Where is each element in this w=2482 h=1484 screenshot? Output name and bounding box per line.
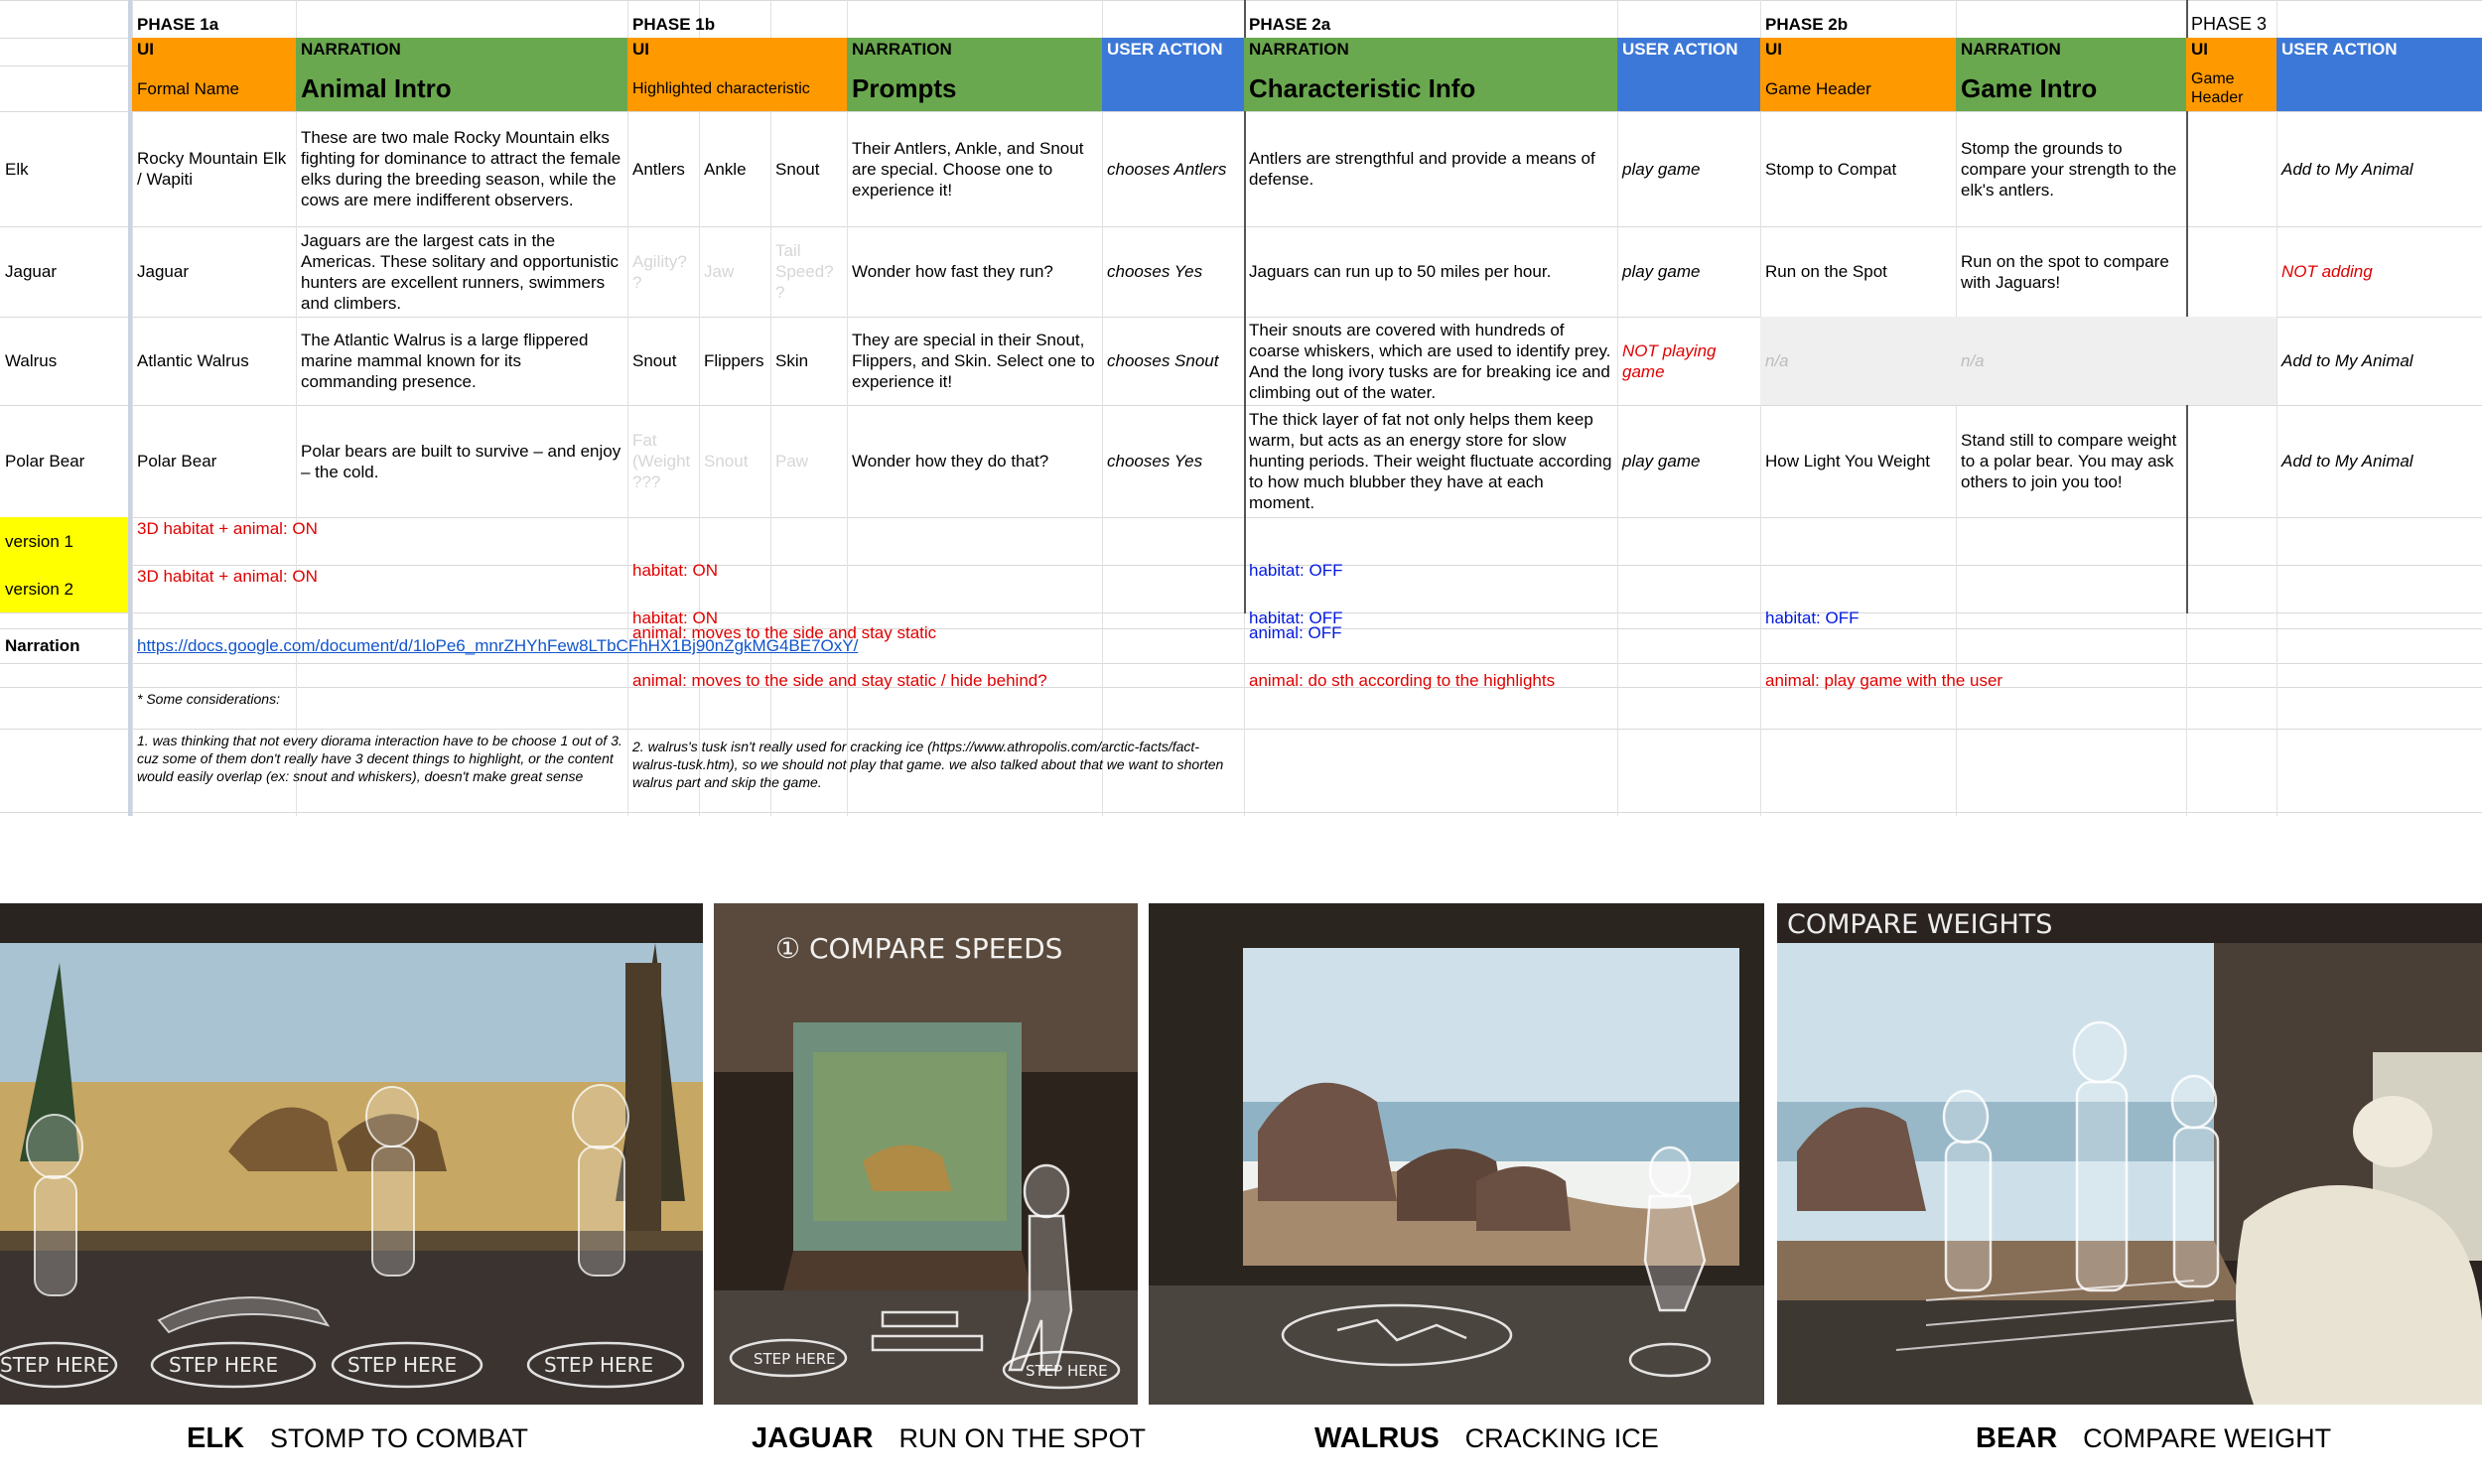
- characteristic-1-polar-bear[interactable]: Fat (Weight ???: [632, 431, 695, 491]
- version-2-habitat-2b: habitat: OFF: [1765, 608, 1860, 627]
- characteristic-3-jaguar[interactable]: Tail Speed? ?: [775, 241, 839, 302]
- caption-jaguar-name: JAGUAR: [752, 1422, 874, 1454]
- animal-intro-elk[interactable]: These are two male Rocky Mountain elks fighting for dominance to attract the female elks during the breeding season, while the cows are mere indifferent observers.: [301, 128, 625, 209]
- game-header-p3-walrus[interactable]: [2186, 317, 2276, 405]
- header-characteristic-info[interactable]: Characteristic Info: [1244, 66, 1617, 111]
- phase-1a-label[interactable]: PHASE 1a: [137, 14, 219, 34]
- walrus-concept-image: [1149, 903, 1764, 1405]
- header-user-action-2a[interactable]: USER ACTION: [1617, 38, 1760, 66]
- concept-image-strip: [0, 903, 2482, 1405]
- version-2-habitat-1b: habitat: ON: [632, 608, 718, 627]
- header-game-header-p3[interactable]: Game Header: [2186, 66, 2276, 111]
- user-action-2a-walrus[interactable]: NOT playing game: [1622, 340, 1722, 381]
- caption-walrus-name: WALRUS: [1314, 1422, 1440, 1454]
- prompt-elk[interactable]: Their Antlers, Ankle, and Snout are special. Choose one to experience it!: [852, 138, 1089, 200]
- user-action-3-elk[interactable]: Add to My Animal: [2281, 159, 2413, 179]
- caption-jaguar: [752, 1421, 1146, 1455]
- jaguar-concept-image: [714, 903, 1138, 1405]
- user-action-2a-elk[interactable]: play game: [1622, 159, 1701, 179]
- considerations-title[interactable]: * Some considerations:: [137, 691, 280, 707]
- elk-step-here-1: STEP HERE: [0, 1353, 110, 1377]
- characteristic-2-polar-bear[interactable]: Snout: [704, 452, 749, 471]
- caption-jaguar-game: RUN ON THE SPOT: [898, 1423, 1146, 1453]
- version-1-phase-1a[interactable]: 3D habitat + animal: ON: [137, 519, 318, 538]
- formal-name-elk[interactable]: Rocky Mountain Elk / Wapiti: [137, 149, 291, 189]
- header-blue-blank-3[interactable]: [2276, 66, 2482, 111]
- version-1-habitat-1b: habitat: ON: [632, 561, 718, 580]
- header-highlighted-characteristic[interactable]: Highlighted characteristic: [627, 66, 847, 111]
- characteristic-info-elk[interactable]: Antlers are strengthful and provide a means of defense.: [1249, 149, 1600, 189]
- row-label-polar-bear[interactable]: Polar Bear: [5, 452, 85, 471]
- phase-1b-label[interactable]: PHASE 1b: [632, 14, 716, 34]
- phase-2b-label[interactable]: PHASE 2b: [1765, 14, 1849, 34]
- version-2-phase-1b[interactable]: [627, 565, 1244, 690]
- caption-bear-name: BEAR: [1976, 1422, 2058, 1454]
- characteristic-1-elk[interactable]: Antlers: [632, 159, 685, 179]
- row-label-jaguar[interactable]: Jaguar: [5, 262, 57, 281]
- prompt-walrus[interactable]: They are special in their Snout, Flippers, and Skin. Select one to experience it!: [852, 331, 1100, 391]
- game-intro-polar-bear[interactable]: Stand still to compare weight to a polar bear. You may ask others to join you too!: [1961, 431, 2182, 491]
- version-1-animal-2a: animal: OFF: [1249, 623, 1342, 642]
- compare-speeds-text: ① COMPARE SPEEDS: [775, 932, 1063, 965]
- animal-intro-jaguar[interactable]: Jaguars are the largest cats in the Americas. These solitary and opportunistic hunters are excellent runners, swimmers and climbers.: [301, 230, 623, 313]
- game-header-polar-bear[interactable]: How Light You Weight: [1765, 452, 1931, 471]
- narration-doc-link[interactable]: https://docs.google.com/document/d/1loPe6_mnrZHYhFew8LTbCFhHX1Bj90nZgkMG4BE7OxY/: [137, 636, 859, 655]
- elk-step-here-4: STEP HERE: [544, 1353, 654, 1377]
- prompt-polar-bear[interactable]: Wonder how they do that?: [852, 452, 1049, 471]
- characteristic-2-walrus[interactable]: Flippers: [704, 351, 764, 370]
- header-ui-2b[interactable]: UI: [1760, 38, 1956, 66]
- version-2-animal-2b: animal: play game with the user: [1765, 671, 2003, 690]
- row-label-elk[interactable]: Elk: [5, 159, 29, 179]
- formal-name-jaguar[interactable]: Jaguar: [137, 262, 189, 281]
- prompt-jaguar[interactable]: Wonder how fast they run?: [852, 262, 1053, 281]
- version-2-phase-2b[interactable]: [1760, 565, 2276, 690]
- caption-elk-game: STOMP TO COMBAT: [270, 1423, 529, 1453]
- characteristic-info-jaguar[interactable]: Jaguars can run up to 50 miles per hour.: [1249, 262, 1552, 281]
- game-intro-walrus[interactable]: n/a: [1956, 317, 2186, 405]
- version-1-habitat-2a: habitat: OFF: [1249, 561, 1343, 580]
- characteristic-3-elk[interactable]: Snout: [775, 159, 820, 179]
- game-intro-elk[interactable]: Stomp the grounds to compare your strength to the elk's antlers.: [1961, 138, 2182, 200]
- user-action-3-jaguar[interactable]: NOT adding: [2281, 262, 2373, 281]
- user-action-1b-elk[interactable]: chooses Antlers: [1107, 159, 1227, 179]
- game-header-walrus[interactable]: n/a: [1760, 317, 1956, 405]
- header-narration-1b[interactable]: NARRATION: [847, 38, 1102, 66]
- caption-walrus-game: CRACKING ICE: [1464, 1423, 1659, 1453]
- header-game-header[interactable]: Game Header: [1760, 66, 1956, 111]
- header-animal-intro[interactable]: Animal Intro: [296, 66, 627, 111]
- caption-walrus: [1314, 1421, 1659, 1455]
- characteristic-2-jaguar[interactable]: Jaw: [704, 262, 735, 281]
- version-2-phase-1a[interactable]: 3D habitat + animal: ON: [137, 567, 318, 586]
- version-1-animal-1b: animal: moves to the side and stay static: [632, 623, 937, 642]
- header-user-action-3[interactable]: USER ACTION: [2276, 38, 2482, 66]
- version-1-phase-2a[interactable]: [1244, 517, 1760, 642]
- user-action-1b-jaguar[interactable]: chooses Yes: [1107, 262, 1203, 281]
- user-action-3-polar-bear[interactable]: Add to My Animal: [2281, 452, 2413, 471]
- characteristic-1-walrus[interactable]: Snout: [632, 351, 677, 370]
- user-action-2a-polar-bear[interactable]: play game: [1622, 452, 1701, 471]
- characteristic-info-polar-bear[interactable]: The thick layer of fat not only helps them keep warm, but acts as an energy store for slow hunting periods. Their weight fluctuate according to how much blubber they have at each moment.: [1249, 410, 1617, 512]
- header-narration-2b[interactable]: NARRATION: [1956, 38, 2186, 66]
- header-narration-2a[interactable]: NARRATION: [1244, 38, 1617, 66]
- animal-intro-walrus[interactable]: The Atlantic Walrus is a large flippered marine mammal known for its commanding presence.: [301, 331, 594, 391]
- header-ui-1b[interactable]: UI: [627, 38, 847, 66]
- elk-step-here-2: STEP HERE: [169, 1353, 279, 1377]
- consideration-note-2[interactable]: 2. walrus's tusk isn't really used for cracking ice (https://www.athropolis.com/arctic-facts/fact-walrus-tusk.htm), so we should not play that game. we also talked about that we want to shorten walrus part and skip the game.: [632, 739, 1228, 790]
- game-header-jaguar[interactable]: Run on the Spot: [1765, 262, 1887, 281]
- version-2-habitat-2a: habitat: OFF: [1249, 608, 1343, 627]
- version-1-phase-1b[interactable]: [627, 517, 1244, 642]
- elk-step-here-3: STEP HERE: [347, 1353, 458, 1377]
- characteristic-1-jaguar[interactable]: Agility? ?: [632, 251, 692, 292]
- jaguar-step-here-2: STEP HERE: [1026, 1362, 1108, 1380]
- header-game-intro[interactable]: Game Intro: [1956, 66, 2186, 111]
- header-narration-1a[interactable]: NARRATION: [296, 38, 627, 66]
- caption-elk: [187, 1421, 528, 1455]
- phase-3-label[interactable]: PHASE 3: [2191, 13, 2268, 34]
- compare-weights-text: COMPARE WEIGHTS: [1787, 909, 2053, 940]
- characteristic-3-walrus[interactable]: Skin: [775, 351, 809, 370]
- header-ui-1a[interactable]: UI: [132, 38, 296, 66]
- caption-bear-game: COMPARE WEIGHT: [2083, 1423, 2332, 1453]
- caption-elk-name: ELK: [187, 1422, 244, 1454]
- header-blue-blank-2a[interactable]: [1617, 66, 1760, 111]
- version-2-animal-2a: animal: do sth according to the highlights: [1249, 671, 1556, 690]
- header-blue-blank-1b[interactable]: [1102, 66, 1244, 111]
- user-action-1b-polar-bear[interactable]: chooses Yes: [1107, 452, 1203, 471]
- user-action-2a-jaguar[interactable]: play game: [1622, 262, 1701, 281]
- version-2-label[interactable]: version 2: [0, 565, 128, 612]
- jaguar-step-here-1: STEP HERE: [754, 1350, 836, 1368]
- row-label-walrus[interactable]: Walrus: [5, 351, 58, 370]
- user-action-3-walrus[interactable]: Add to My Animal: [2281, 351, 2413, 370]
- formal-name-polar-bear[interactable]: Polar Bear: [137, 452, 217, 471]
- header-formal-name[interactable]: Formal Name: [132, 66, 296, 111]
- characteristic-3-polar-bear[interactable]: Paw: [775, 452, 809, 471]
- user-action-1b-walrus[interactable]: chooses Snout: [1107, 351, 1219, 370]
- characteristic-2-elk[interactable]: Ankle: [704, 159, 747, 179]
- elk-concept-image: [0, 903, 703, 1405]
- header-ui-3[interactable]: UI: [2186, 38, 2276, 66]
- version-1-label[interactable]: version 1: [0, 517, 128, 565]
- consideration-note-1[interactable]: 1. was thinking that not every diorama interaction have to be choose 1 out of 3. cuz some of them don't really have 3 decent things to highlight, or the content would easily overlap (ex: snout and whiskers), doesn't make great sense: [137, 733, 626, 784]
- header-user-action-1b[interactable]: USER ACTION: [1102, 38, 1244, 66]
- characteristic-info-walrus[interactable]: Their snouts are covered with hundreds of coarse whiskers, which are used to identify prey. And the long ivory tusks are for breaking ice and climbing out of the water.: [1249, 320, 1615, 402]
- game-intro-jaguar[interactable]: Run on the spot to compare with Jaguars!: [1961, 251, 2174, 292]
- caption-bear: [1976, 1421, 2331, 1455]
- header-prompts[interactable]: Prompts: [847, 66, 1102, 111]
- animal-intro-polar-bear[interactable]: Polar bears are built to survive – and enjoy – the cold.: [301, 441, 625, 481]
- narration-row-label[interactable]: Narration: [5, 636, 80, 655]
- formal-name-walrus[interactable]: Atlantic Walrus: [137, 351, 249, 370]
- game-header-elk[interactable]: Stomp to Compat: [1765, 159, 1897, 179]
- phase-2a-label[interactable]: PHASE 2a: [1249, 14, 1331, 34]
- version-2-animal-1b: animal: moves to the side and stay static / hide behind?: [632, 671, 1047, 690]
- bear-concept-image: [1777, 903, 2482, 1405]
